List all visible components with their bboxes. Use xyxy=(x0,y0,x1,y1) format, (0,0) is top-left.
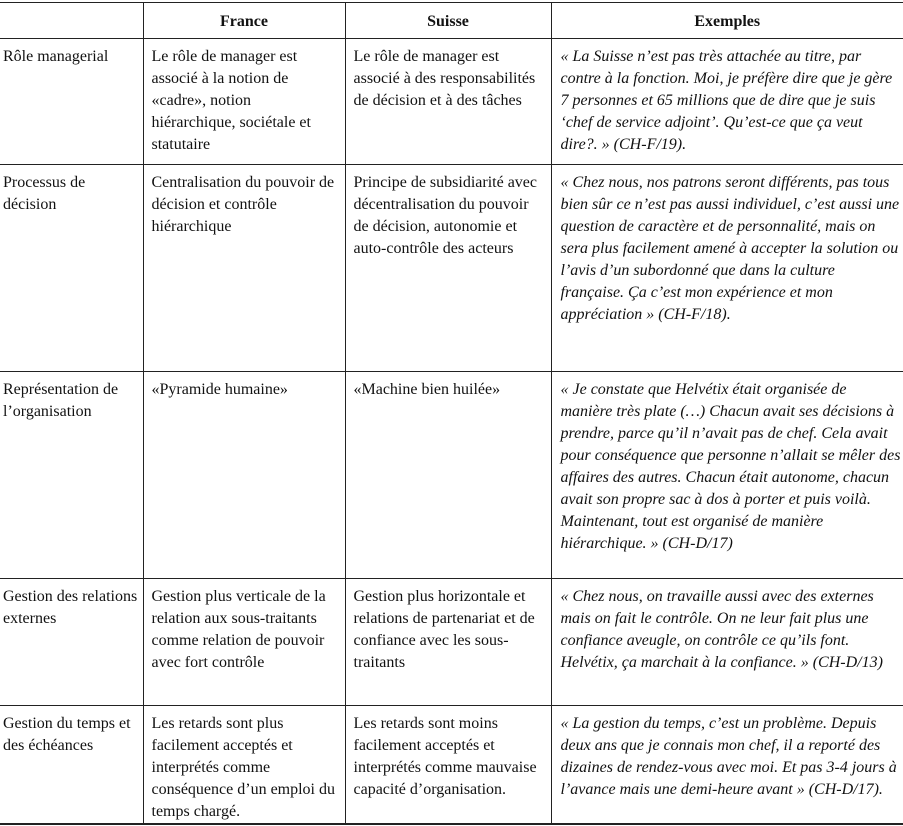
france-cell xyxy=(143,372,345,579)
suisse-text: «Machine bien huilée» xyxy=(353,381,501,398)
row-label: Représentation de l’organisation xyxy=(3,381,119,420)
comparison-table xyxy=(0,2,903,825)
header-france: France xyxy=(143,3,345,39)
table-row xyxy=(0,165,903,372)
exemple-quote: « La Suisse n’est pas très attachée au titre, par contre à la fonction. Moi, je préfère dire que je gère 7 personnes et 65 millions que de dire que je suis ‘chef de service adjoint’. Qu’est-ce que ça veut dire?. » (CH-F/19). xyxy=(560,48,893,153)
suisse-cell xyxy=(345,165,551,372)
row-label: Gestion des relations externes xyxy=(3,588,138,627)
suisse-cell xyxy=(345,579,551,706)
suisse-text: Le rôle de manager est associé à des responsabilités de décision et à des tâches xyxy=(353,48,536,109)
suisse-cell xyxy=(345,372,551,579)
row-label-cell xyxy=(0,706,143,825)
exemple-quote: « La gestion du temps, c’est un problème. Depuis deux ans que je connais mon chef, il a reporté des dizaines de rendez-vous avec moi. Et pas 3-4 jours à l’avance mais une demi-heure avant » (CH-D/17). xyxy=(560,715,897,798)
exemple-cell xyxy=(551,39,903,165)
exemple-quote: « Je constate que Helvétix était organisée de manière très plate (…) Chacun avait ses décisions à prendre, parce qu’il n’avait pas de chef. Cela avait pour conséquence que personne n’allait se mêler des affaires des autres. Chacun était autonome, chacun avait son propre sac à dos à porter et puis voilà. Maintenant, tout est organisé de manière hiérarchique. » (CH-D/17) xyxy=(560,381,901,552)
header-exemples: Exemples xyxy=(551,3,903,39)
table-row xyxy=(0,579,903,706)
header-row xyxy=(0,3,903,39)
france-cell xyxy=(143,579,345,706)
row-label-cell xyxy=(0,39,143,165)
exemple-quote: « Chez nous, nos patrons seront différents, pas tous bien sûr ce n’est pas aussi individuel, c’est aussi une question de caractère et de personnalité, mais on sera plus facilement amené à accepter la solution ou l’avis d’un subordonné que dans la culture française. Ça c’est mon expérience et mon appréciation » (CH-F/18). xyxy=(560,174,900,323)
row-label-cell xyxy=(0,372,143,579)
row-label: Rôle managerial xyxy=(3,48,109,65)
france-text: Gestion plus verticale de la relation aux sous-traitants comme relation de pouvoir avec fort contrôle xyxy=(151,588,326,671)
table-row xyxy=(0,372,903,579)
france-cell xyxy=(143,39,345,165)
suisse-text: Gestion plus horizontale et relations de partenariat et de confiance avec les sous-traitants xyxy=(353,588,535,671)
exemple-cell xyxy=(551,165,903,372)
row-label-cell xyxy=(0,579,143,706)
suisse-text: Les retards sont moins facilement acceptés et interprétés comme mauvaise capacité d’organisation. xyxy=(353,715,537,798)
header-suisse: Suisse xyxy=(345,3,551,39)
france-text: Le rôle de manager est associé à la notion de «cadre», notion hiérarchique, sociétale et statutaire xyxy=(151,48,311,153)
table-row xyxy=(0,39,903,165)
exemple-cell xyxy=(551,579,903,706)
exemple-quote: « Chez nous, on travaille aussi avec des externes mais on fait le contrôle. On ne leur fait plus une confiance aveugle, on contrôle ce qu’ils font. Helvétix, ça marchait à la confiance. » (CH-D/13) xyxy=(560,588,883,671)
france-cell xyxy=(143,706,345,825)
row-label: Gestion du temps et des échéances xyxy=(3,715,131,754)
exemple-cell xyxy=(551,706,903,825)
row-label-cell xyxy=(0,165,143,372)
header-empty xyxy=(0,3,143,39)
france-text: «Pyramide humaine» xyxy=(151,381,288,398)
france-cell xyxy=(143,165,345,372)
exemple-cell xyxy=(551,372,903,579)
suisse-cell xyxy=(345,706,551,825)
row-label: Processus de décision xyxy=(3,174,86,213)
france-text: Les retards sont plus facilement acceptés et interprétés comme conséquence d’un emploi du temps chargé. xyxy=(151,715,335,820)
table-row xyxy=(0,706,903,825)
france-text: Centralisation du pouvoir de décision et contrôle hiérarchique xyxy=(151,174,335,235)
table-bottom-rule xyxy=(0,823,903,824)
suisse-text: Principe de subsidiarité avec décentralisation du pouvoir de décision, autonomie et auto-contrôle des acteurs xyxy=(353,174,537,257)
suisse-cell xyxy=(345,39,551,165)
